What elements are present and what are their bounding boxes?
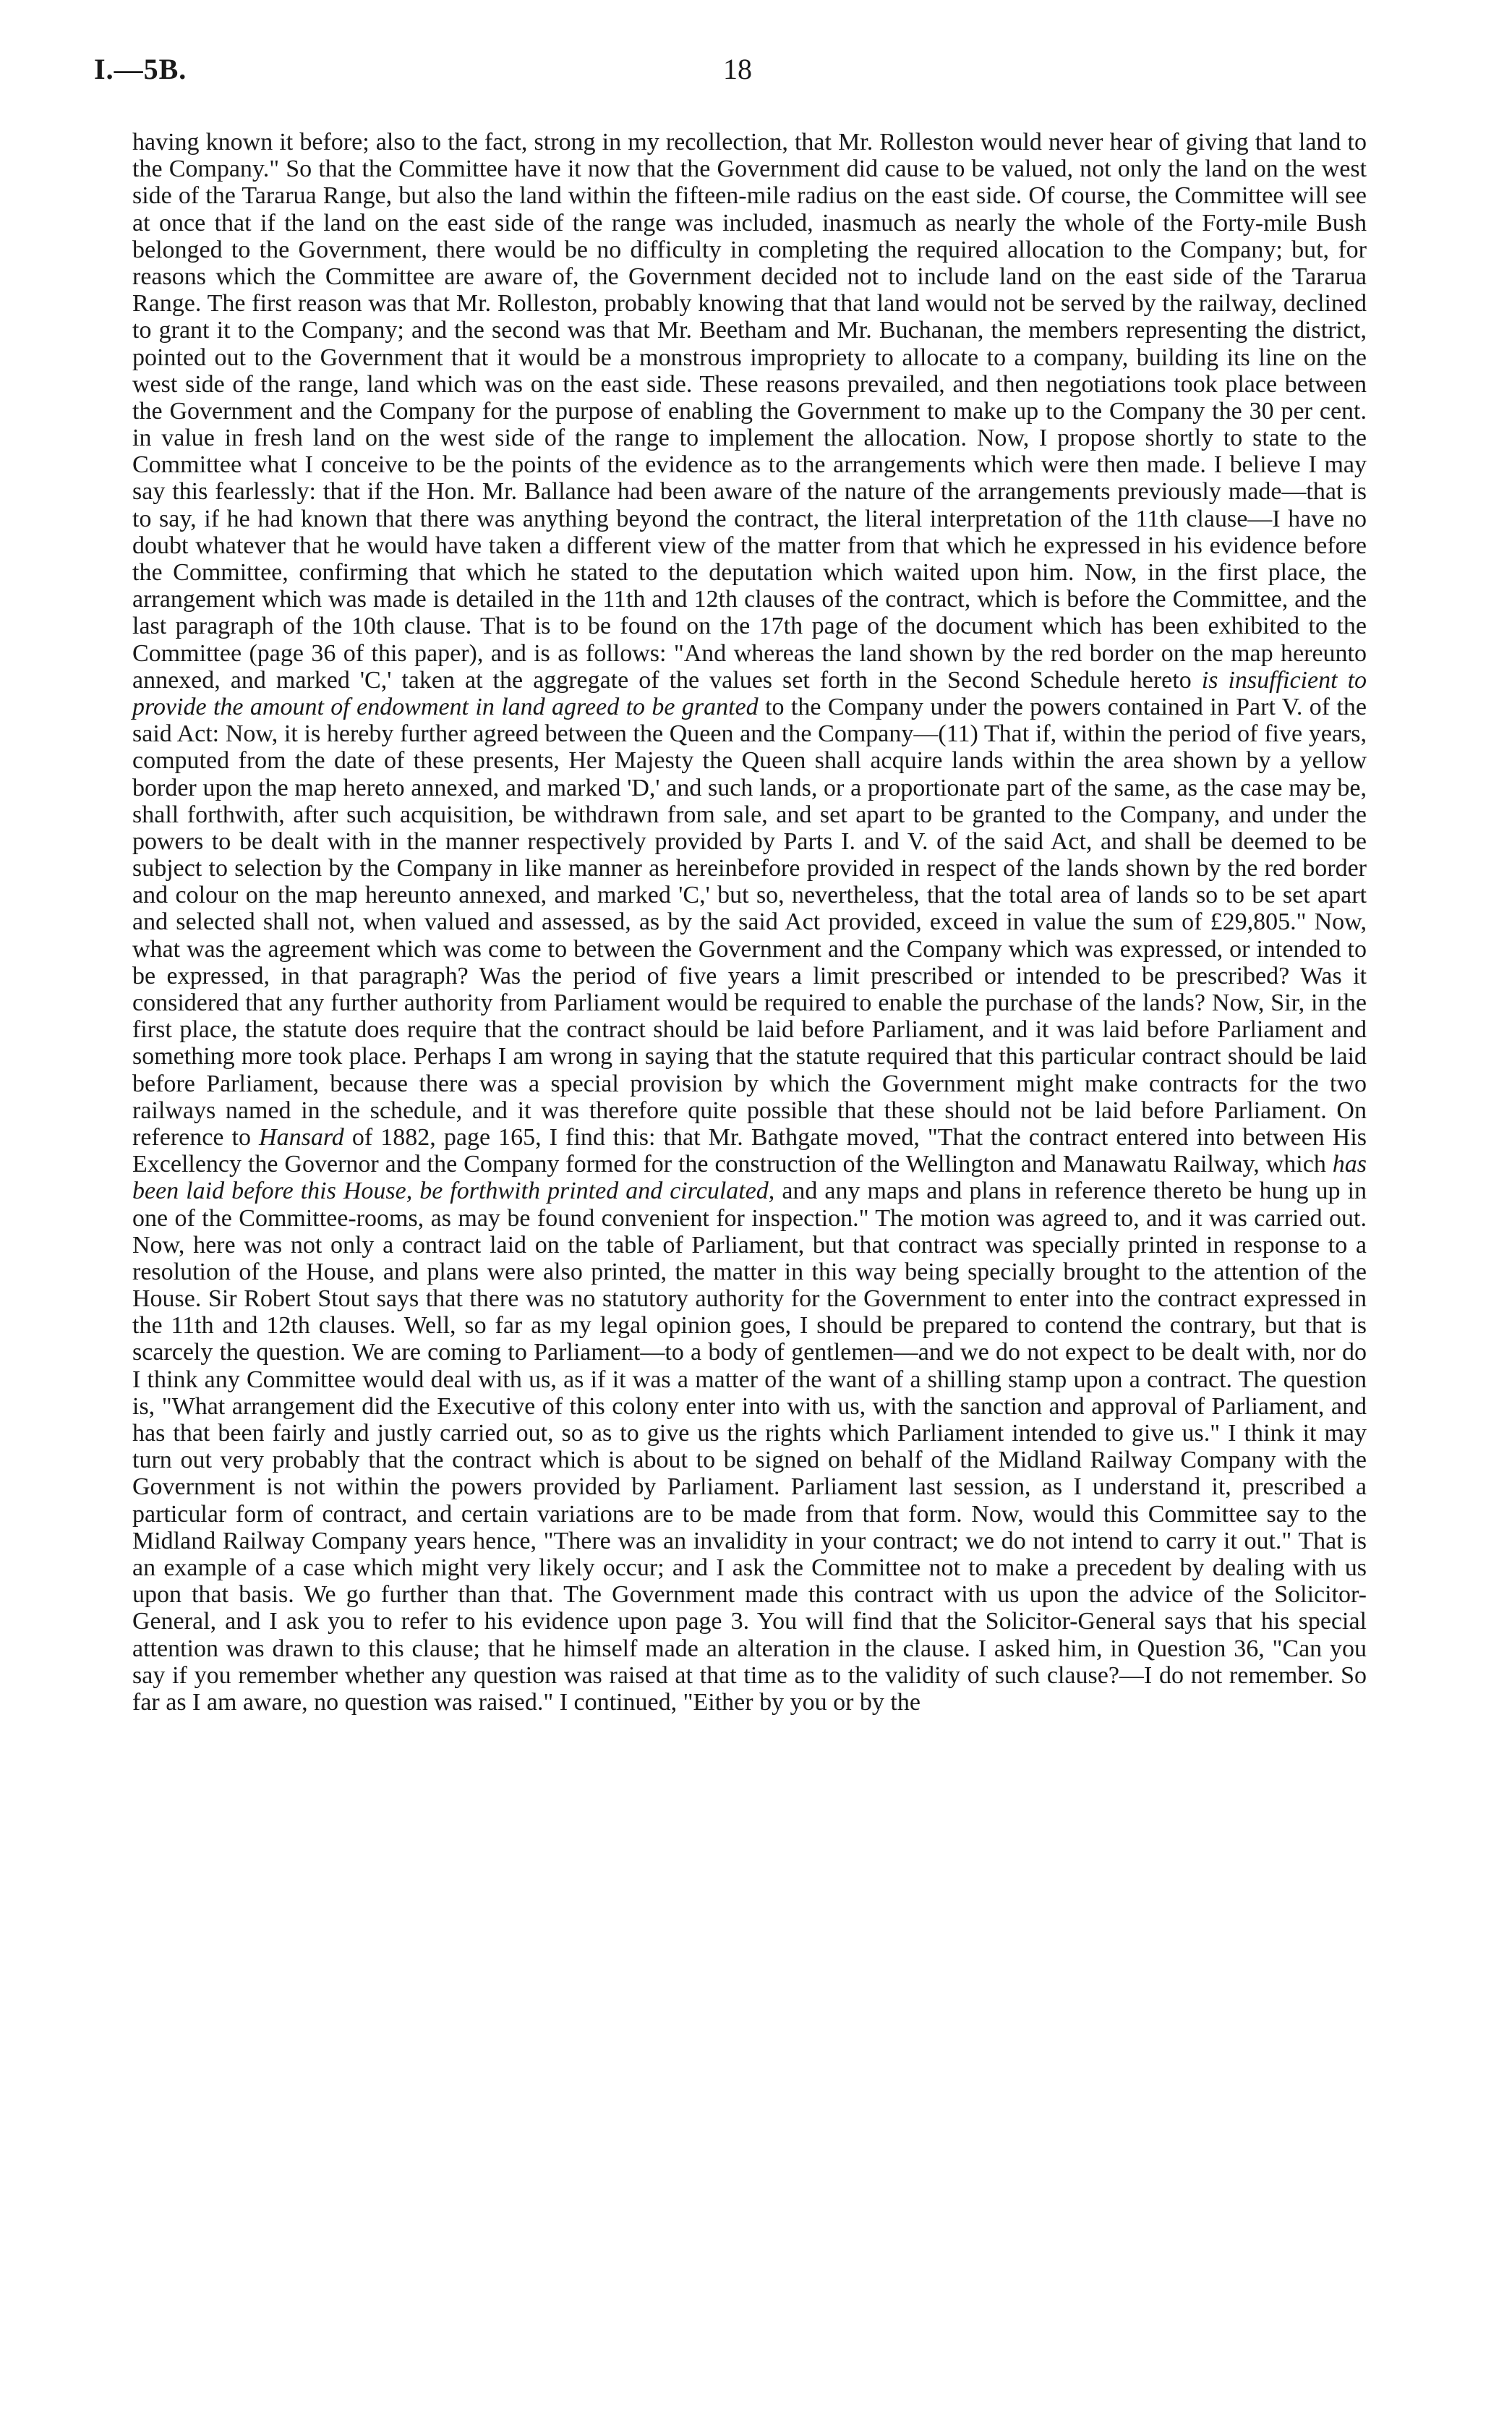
series-reference: I.—5B. xyxy=(94,53,187,85)
text-run: to the Company under the powers contained in Part V. of the said Act: Now, it is hereby further agreed between the Queen and the Company—(11) That if, within the period of five years, computed from the date of these presents, Her Majesty the Queen shall acquire lands within the area shown by a yellow border upon the map hereto annexed, and marked 'D,' and such lands, or a proportionate part of the same, as the case may be, shall forthwith, after such acquisition, be withdrawn from sale, and set apart to be granted to the Company, and under the powers to be dealt with in the manner respectively provided by Parts I. and V. of the said Act, and shall be deemed to be subject to selection by the Company in like manner as hereinbefore provided in respect of the lands shown by the red border and colour on the map hereunto annexed, and marked 'C,' but so, nevertheless, that the total area of lands so to be set apart and selected shall not, when valued and assessed, as by the said Act provided, exceed in value the sum of £29,805." Now, what was the agreement which was come to between the Government and the Company which was expressed, or intended to be expressed, in that paragraph? Was the period of five years a limit prescribed or intended to be prescribed? Was it considered that any further authority from Parliament would be required to enable the purchase of the lands? Now, Sir, in the first place, the statute does require that the contract should be laid before Parliament, and it was laid before Parliament and something more took place. Perhaps I am wrong in saying that the statute required that this particular contract should be laid before Parliament, because there was a special provision by which the Government might make contracts for the two railways named in the schedule, and it was therefore quite possible that these should not be laid before Parliament. On reference to xyxy=(132,693,1367,1151)
page-header xyxy=(94,52,1418,95)
italic-quote: has been laid before this House, be forthwith printed and circulated, xyxy=(132,1151,1367,1205)
text-run: having known it before; also to the fact, strong in my recollection, that Mr. Rolleston would never hear of giving that land to the Company." So that the Committee have it now that the Government did cause to be valued, not only the land on the west side of the Tararua Range, but also the land within the fifteen-mile radius on the east side. Of course, the Committee will see at once that if the land on the east side of the range was included, inasmuch as nearly the whole of the Forty-mile Bush belonged to the Government, there would be no difficulty in completing the required allocation to the Company; but, for reasons which the Committee are aware of, the Government decided not to include land on the east side of the Tararua Range. The first reason was that Mr. Rolleston, probably knowing that that land would not be served by the railway, declined to grant it to the Company; and the second was that Mr. Beetham and Mr. Buchanan, the members representing the district, pointed out to the Government that it would be a monstrous impropriety to allocate to a company, building its line on the west side of the range, land which was on the east side. These reasons prevailed, and then negotiations took place between the Government and the Company for the purpose of enabling the Government to make up to the Company the 30 per cent. in value in fresh land on the west side of the range to implement the allocation. Now, I propose shortly to state to the Committee what I conceive to be the points of the evidence as to the arrangements which were then made. I believe I may say this fearlessly: that if the Hon. Mr. Ballance had been aware of the nature of the arrangements previously made—that is to say, if he had known that there was anything beyond the contract, the literal interpretation of the 11th clause—I have no doubt whatever that he would have taken a different view of the matter from that which he expressed in his evidence before the Committee, confirming that which he stated to the deputation which waited upon him. Now, in the first place, the arrangement which was made is detailed in the 11th and 12th clauses of the contract, which is before the Committee, and the last paragraph of the 10th clause. That is to be found on the 17th page of the document which has been exhibited to the Committee (page 36 of this paper), and is as follows: "And whereas the land shown by the red border on the map hereunto annexed, and marked 'C,' taken at the aggregate of the values set forth in the Second Schedule hereto xyxy=(132,129,1367,694)
hansard-reference: Hansard xyxy=(259,1123,344,1151)
page-number: 18 xyxy=(723,53,752,85)
text-run: and any maps and plans in reference thereto be hung up in one of the Committee-rooms, as may be found convenient for inspection." The motion was agreed to, and it was carried out. Now, here was not only a contract laid on the table of Parliament, but that contract was specially printed in response to a resolution of the House, and plans were also printed, the matter in this way being specially brought to the attention of the House. Sir Robert Stout says that there was no statutory authority for the Government to enter into the contract expressed in the 11th and 12th clauses. Well, so far as my legal opinion goes, I should be prepared to contend the contrary, but that is scarcely the question. We are coming to Parliament—to a body of gentlemen—and we do not expect to be dealt with, nor do I think any Committee would deal with us, as if it was a matter of the want of a shilling stamp upon a contract. The question is, "What arrangement did the Executive of this colony enter into with us, with the sanction and approval of Parliament, and has that been fairly and justly carried out, so as to give us the rights which Parliament intended to give us." I think it may turn out very probably that the contract which is about to be signed on behalf of the Midland Railway Company with the Government is not within the powers provided by Parliament. Parliament last session, as I understand it, prescribed a particular form of contract, and certain variations are to be made from that form. Now, would this Committee say to the Midland Railway Company years hence, "There was an invalidity in your contract; we do not intend to carry it out." That is an example of a case which might very likely occur; and I ask the Committee not to make a precedent by dealing with us upon that basis. We go further than that. The Government made this contract with us upon the advice of the Solicitor-General, and I ask you to refer to his evidence upon page 3. You will find that the Solicitor-General says that his special attention was drawn to this clause; that he himself made an alteration in the clause. I asked him, in Question 36, "Can you say if you remember whether any question was raised at that time as to the validity of such clause?—I do not remember. So far as I am aware, no question was raised." I continued, "Either by you or by the xyxy=(132,1178,1367,1716)
italic-quote: is insufficient to provide the amount of endowment in land agreed to be granted xyxy=(132,666,1367,720)
text-run: of 1882, page 165, I find this: that Mr. Bathgate moved, "That the contract entered into between His Excellency the Governor and the Company formed for the construction of the Wellington and Manawatu Railway, which xyxy=(132,1123,1367,1178)
body-paragraph xyxy=(132,129,1367,1716)
